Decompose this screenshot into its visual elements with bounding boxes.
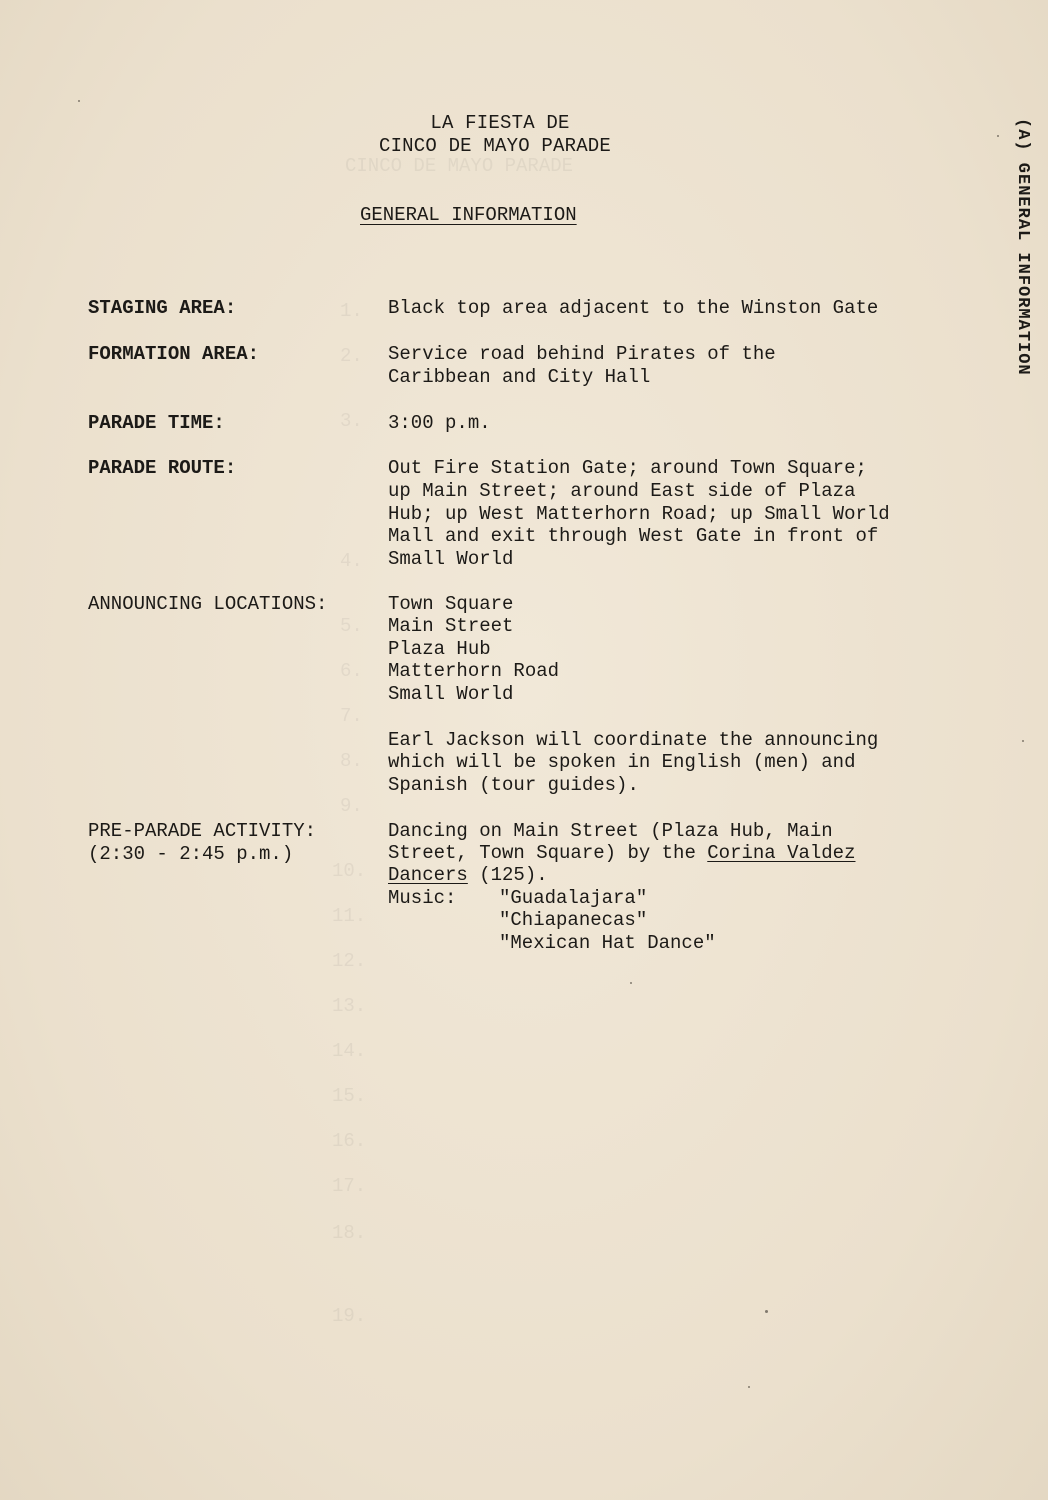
paper-speck bbox=[78, 100, 80, 102]
section-heading: GENERAL INFORMATION bbox=[360, 204, 577, 226]
bleed-through-text: 19. bbox=[332, 1305, 367, 1327]
bleed-through-text: 9. bbox=[340, 795, 363, 817]
parade-route-line: Mall and exit through West Gate in front of bbox=[388, 525, 879, 547]
music-song: "Mexican Hat Dance" bbox=[499, 932, 716, 954]
dance-group-name-part-1: Corina Valdez bbox=[707, 842, 856, 864]
announcing-location: Small World bbox=[388, 683, 514, 705]
bleed-through-text: 17. bbox=[332, 1175, 367, 1197]
bleed-through-text: 4. bbox=[340, 550, 363, 572]
document-title-line-2: CINCO DE MAYO PARADE bbox=[378, 135, 612, 157]
announcing-locations-label: ANNOUNCING LOCATIONS: bbox=[88, 593, 328, 615]
document-title-line-1: LA FIESTA DE bbox=[430, 112, 570, 134]
staging-area-value: Black top area adjacent to the Winston Gate bbox=[388, 297, 879, 319]
bleed-through-text: 6. bbox=[340, 660, 363, 682]
bleed-through-text: 15. bbox=[332, 1085, 367, 1107]
pre-parade-description-line-2 bbox=[388, 842, 856, 865]
pre-parade-description-line-3 bbox=[388, 864, 548, 887]
bleed-through-text: 10. bbox=[332, 860, 367, 882]
pre-parade-description-line-1: Dancing on Main Street (Plaza Hub, Main bbox=[388, 820, 833, 842]
bleed-through-text: 16. bbox=[332, 1130, 367, 1152]
announcing-location: Main Street bbox=[388, 615, 514, 637]
formation-area-value-line-1: Service road behind Pirates of the bbox=[388, 343, 776, 365]
pre-parade-activity-label: PRE-PARADE ACTIVITY: bbox=[88, 820, 317, 842]
music-label: Music: bbox=[388, 887, 457, 909]
bleed-through-text: 14. bbox=[332, 1040, 367, 1062]
parade-route-line: up Main Street; around East side of Plaza bbox=[388, 480, 856, 502]
announcing-note-line: Earl Jackson will coordinate the announcing bbox=[388, 729, 879, 751]
bleed-through-text: 12. bbox=[332, 950, 367, 972]
bleed-through-text: 1. bbox=[340, 300, 363, 322]
dance-group-name-part-2: Dancers bbox=[388, 864, 468, 886]
paper-speck bbox=[997, 135, 999, 137]
announcing-location: Matterhorn Road bbox=[388, 660, 560, 682]
announcing-location: Plaza Hub bbox=[388, 638, 491, 660]
formation-area-value-line-2: Caribbean and City Hall bbox=[388, 366, 651, 388]
bleed-through-text: 2. bbox=[340, 345, 363, 367]
paper-speck bbox=[765, 1310, 768, 1313]
music-song: "Guadalajara" bbox=[499, 887, 648, 909]
bleed-through-text: 8. bbox=[340, 750, 363, 772]
formation-area-label: FORMATION AREA: bbox=[88, 343, 260, 365]
parade-route-line: Small World bbox=[388, 548, 514, 570]
announcing-note-line: Spanish (tour guides). bbox=[388, 774, 639, 796]
bleed-through-text: CINCO DE MAYO PARADE bbox=[345, 155, 574, 177]
announcing-location: Town Square bbox=[388, 593, 514, 615]
bleed-through-text: 5. bbox=[340, 615, 363, 637]
parade-route-line: Hub; up West Matterhorn Road; up Small World bbox=[388, 503, 890, 525]
music-song: "Chiapanecas" bbox=[499, 909, 648, 931]
bleed-through-text: 11. bbox=[332, 905, 367, 927]
pre-parade-time-label: (2:30 - 2:45 p.m.) bbox=[88, 843, 294, 865]
paper-speck bbox=[1022, 740, 1024, 742]
announcing-note-line: which will be spoken in English (men) and bbox=[388, 751, 856, 773]
parade-route-label: PARADE ROUTE: bbox=[88, 457, 237, 479]
staging-area-label: STAGING AREA: bbox=[88, 297, 237, 319]
parade-time-value: 3:00 p.m. bbox=[388, 412, 491, 434]
bleed-through-text: 13. bbox=[332, 995, 367, 1017]
paper-speck bbox=[748, 1386, 750, 1388]
paper-speck bbox=[630, 982, 632, 984]
bleed-through-text: 3. bbox=[340, 410, 363, 432]
dance-group-count: (125). bbox=[467, 864, 548, 886]
bleed-through-text: 7. bbox=[340, 705, 363, 727]
side-tab-label: (A) GENERAL INFORMATION bbox=[1013, 118, 1032, 376]
bleed-through-text: 18. bbox=[332, 1222, 367, 1244]
parade-route-line: Out Fire Station Gate; around Town Square; bbox=[388, 457, 867, 479]
parade-time-label: PARADE TIME: bbox=[88, 412, 225, 434]
pre-parade-line-2-text: Street, Town Square) by the bbox=[388, 842, 708, 864]
